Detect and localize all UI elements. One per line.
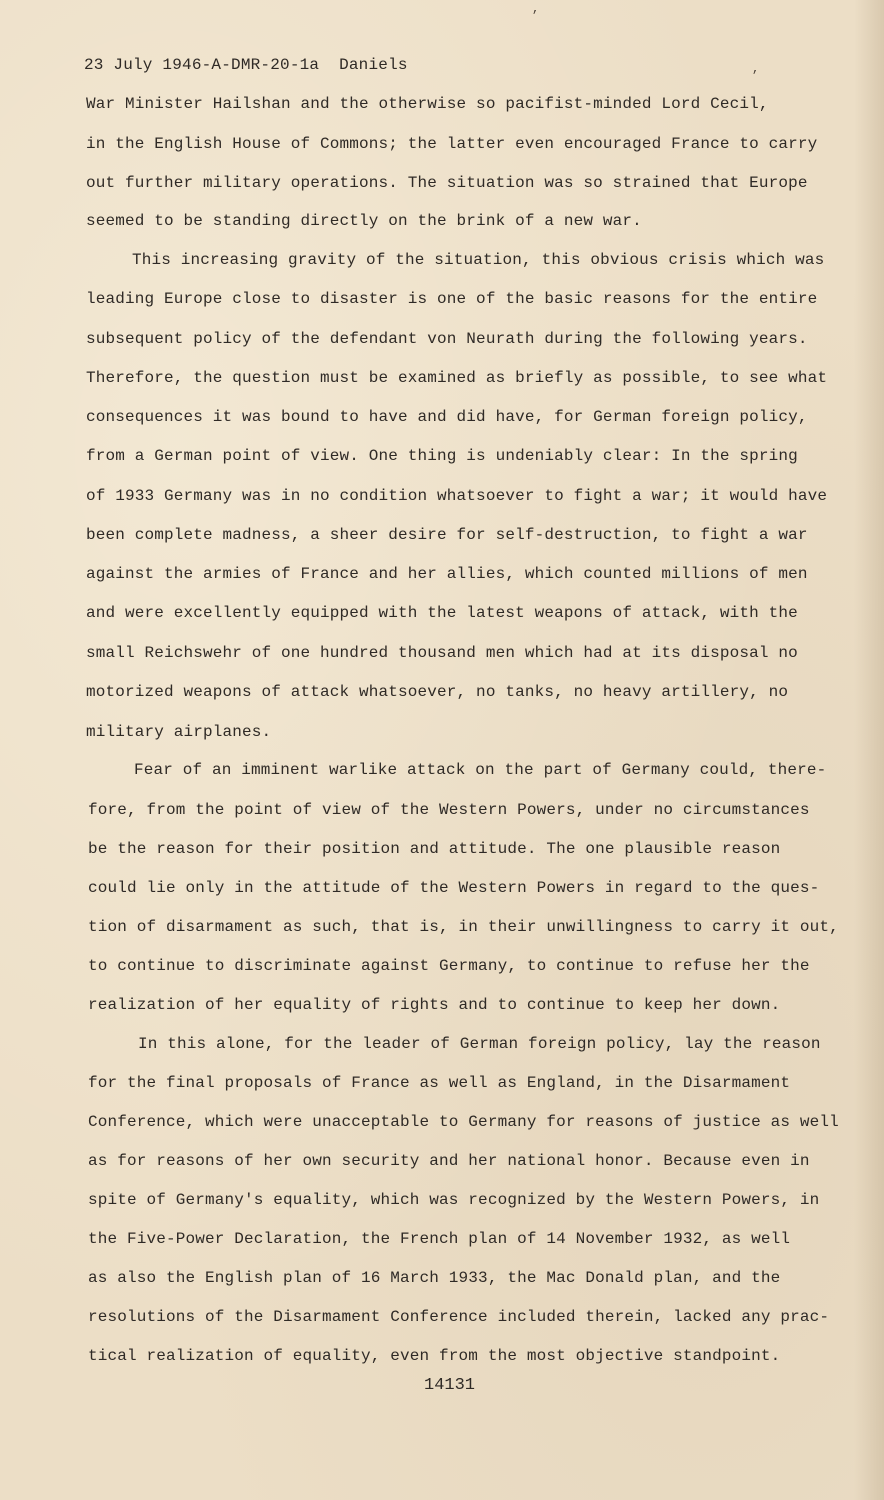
text-line: against the armies of France and her allies, which counted millions of men <box>86 565 808 583</box>
ink-mark: , <box>532 2 540 16</box>
text-line: military airplanes. <box>86 723 272 741</box>
text-line: This increasing gravity of the situation, this obvious crisis which was <box>132 251 825 269</box>
text-line: consequences it was bound to have and did have, for German foreign policy, <box>86 408 808 426</box>
text-line: Fear of an imminent warlike attack on the part of Germany could, there- <box>134 761 827 779</box>
text-line: Conference, which were unacceptable to Germany for reasons of justice as well <box>88 1113 839 1131</box>
text-line: seemed to be standing directly on the brink of a new war. <box>86 212 642 230</box>
text-line: in the English House of Commons; the latter even encouraged France to carry <box>86 135 818 153</box>
text-line: tion of disarmament as such, that is, in their unwillingness to carry it out, <box>88 918 839 936</box>
text-line: could lie only in the attitude of the Western Powers in regard to the ques- <box>88 879 820 897</box>
text-line: of 1933 Germany was in no condition whatsoever to fight a war; it would have <box>86 487 828 505</box>
text-line: to continue to discriminate against Germany, to continue to refuse her the <box>88 957 810 975</box>
text-line: been complete madness, a sheer desire for self-destruction, to fight a war <box>86 526 808 544</box>
text-line: from a German point of view. One thing is undeniably clear: In the spring <box>86 447 798 465</box>
text-line: subsequent policy of the defendant von Neurath during the following years. <box>86 330 808 348</box>
text-line: realization of her equality of rights and to continue to keep her down. <box>88 996 781 1014</box>
text-line: In this alone, for the leader of German foreign policy, lay the reason <box>138 1035 821 1053</box>
text-line: small Reichswehr of one hundred thousand men which had at its disposal no <box>86 644 798 662</box>
text-line: spite of Germany's equality, which was recognized by the Western Powers, in <box>88 1191 820 1209</box>
page-number: 14131 <box>424 1376 476 1395</box>
text-line: resolutions of the Disarmament Conference included therein, lacked any prac- <box>88 1308 830 1326</box>
text-line: for the final proposals of France as well as England, in the Disarmament <box>88 1074 791 1092</box>
text-line: be the reason for their position and attitude. The one plausible reason <box>88 840 781 858</box>
text-line: tical realization of equality, even from the most objective standpoint. <box>88 1347 781 1365</box>
text-line: out further military operations. The situation was so strained that Europe <box>86 174 808 192</box>
text-line: motorized weapons of attack whatsoever, no tanks, no heavy artillery, no <box>86 683 789 701</box>
text-line: the Five-Power Declaration, the French plan of 14 November 1932, as well <box>88 1230 791 1248</box>
text-line: as for reasons of her own security and her national honor. Because even in <box>88 1152 810 1170</box>
text-line: Therefore, the question must be examined as briefly as possible, to see what <box>86 369 828 387</box>
page-edge-shadow <box>854 0 884 1500</box>
ink-mark: , <box>752 62 760 76</box>
text-line: and were excellently equipped with the latest weapons of attack, with the <box>86 604 798 622</box>
document-header <box>84 56 408 74</box>
text-line: leading Europe close to disaster is one of the basic reasons for the entire <box>86 290 818 308</box>
header-date-reference: 23 July 1946-A-DMR-20-1a <box>84 56 320 74</box>
text-line: fore, from the point of view of the Western Powers, under no circumstances <box>88 801 810 819</box>
text-line: War Minister Hailshan and the otherwise so pacifist-minded Lord Cecil, <box>86 95 769 113</box>
header-name: Daniels <box>339 56 408 74</box>
text-line: as also the English plan of 16 March 1933, the Mac Donald plan, and the <box>88 1269 781 1287</box>
